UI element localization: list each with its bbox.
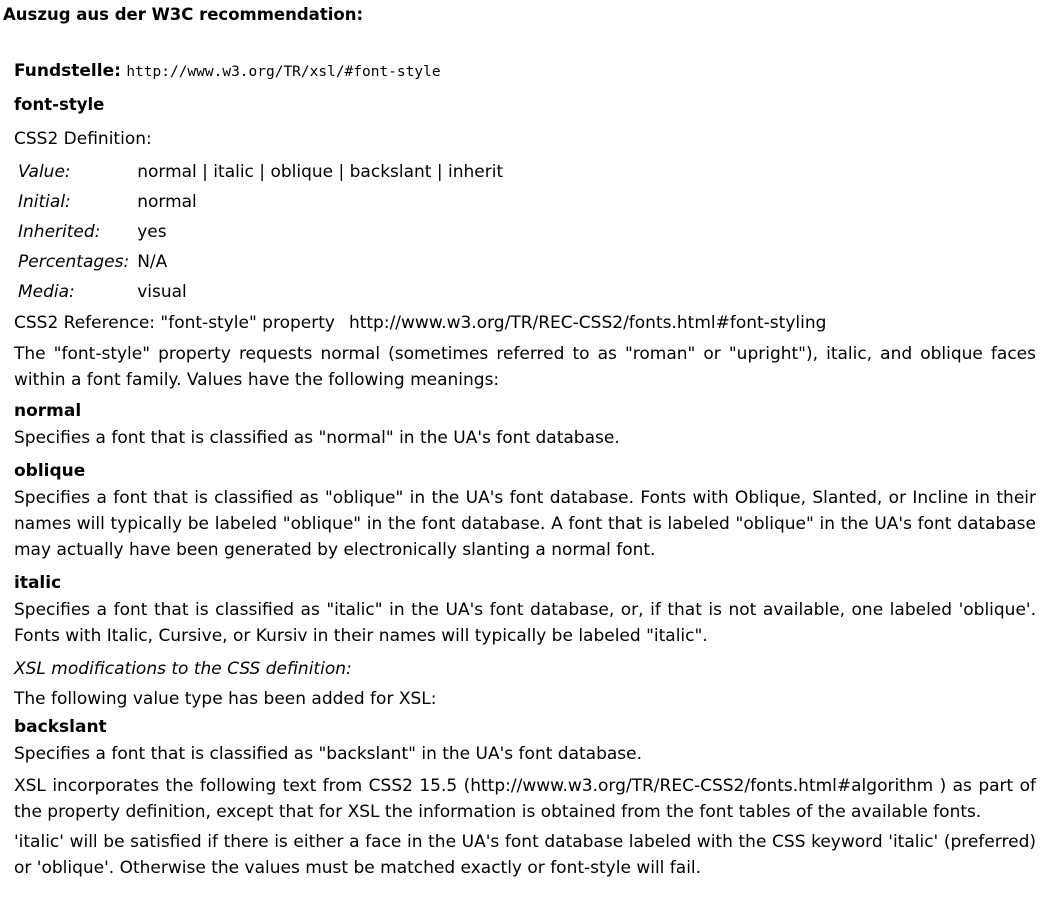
- source-url: http://www.w3.org/TR/xsl/#font-style: [126, 64, 441, 80]
- definition-value: visual: [137, 282, 187, 302]
- definition-value: yes: [137, 222, 167, 242]
- css2-reference-line: [14, 309, 1036, 337]
- page-heading: Auszug aus der W3C recommendation:: [3, 5, 364, 24]
- definition-key: Value:: [18, 162, 71, 182]
- css2-reference-label: CSS2 Reference: "font-style" property: [14, 313, 335, 333]
- table-row: [14, 277, 507, 307]
- property-title: font-style: [14, 95, 105, 114]
- value-description-italic: Specifies a font that is classified as "italic" in the UA's font database, or, if that is not available, one labeled 'oblique'. Fonts with Italic, Cursive, or Kursiv in their names will typically be labeled "italic".: [14, 600, 1036, 646]
- source-line: [14, 57, 1036, 85]
- xsl-incorporates-paragraph: XSL incorporates the following text from CSS2 15.5 (http://www.w3.org/TR/REC-CSS2/fonts.html#algorithm ) as part of the property definition, except that for XSL the information is obtained from the font tables of the available fonts.: [14, 776, 1036, 822]
- value-term-backslant: backslant: [14, 717, 107, 737]
- value-term-italic: italic: [14, 573, 62, 593]
- value-term-oblique: oblique: [14, 461, 86, 481]
- definition-value: normal | italic | oblique | backslant | inherit: [137, 162, 504, 182]
- value-description-backslant: Specifies a font that is classified as "backslant" in the UA's font database.: [14, 744, 643, 764]
- added-value-intro: The following value type has been added for XSL:: [14, 689, 437, 709]
- definition-key: Inherited:: [18, 222, 101, 242]
- value-term-normal: normal: [14, 401, 82, 421]
- source-label: Fundstelle:: [14, 61, 121, 81]
- table-row: [14, 217, 507, 247]
- definition-key: Media:: [18, 282, 75, 302]
- definition-table: [14, 157, 507, 307]
- table-row: [14, 247, 507, 277]
- definition-key: Percentages:: [18, 252, 130, 272]
- css2-definition-label: CSS2 Definition:: [14, 129, 152, 149]
- xsl-modifications-label: XSL modifications to the CSS definition:: [14, 659, 352, 679]
- definition-key: Initial:: [18, 192, 71, 212]
- document-content: [14, 57, 1036, 885]
- intro-paragraph: The "font-style" property requests normal (sometimes referred to as "roman" or "upright"), italic, and oblique faces within a font family. Values have the following meanings:: [14, 344, 1036, 390]
- table-row: [14, 157, 507, 187]
- css2-reference-url: http://www.w3.org/TR/REC-CSS2/fonts.html#font-styling: [348, 313, 827, 333]
- value-description-normal: Specifies a font that is classified as "normal" in the UA's font database.: [14, 428, 620, 448]
- table-row: [14, 187, 507, 217]
- value-description-oblique: Specifies a font that is classified as "oblique" in the UA's font database. Fonts with Oblique, Slanted, or Incline in their names will typically be labeled "oblique" in the font database. A font that is labeled "oblique" in the UA's font database may actually have been generated by electronically slanting a normal font.: [14, 488, 1036, 560]
- definition-value: N/A: [137, 252, 168, 272]
- italic-rule-paragraph: 'italic' will be satisfied if there is either a face in the UA's font database labeled with the CSS keyword 'italic' (preferred) or 'oblique'. Otherwise the values must be matched exactly or font-style will fail.: [14, 832, 1036, 878]
- definition-value: normal: [137, 192, 197, 212]
